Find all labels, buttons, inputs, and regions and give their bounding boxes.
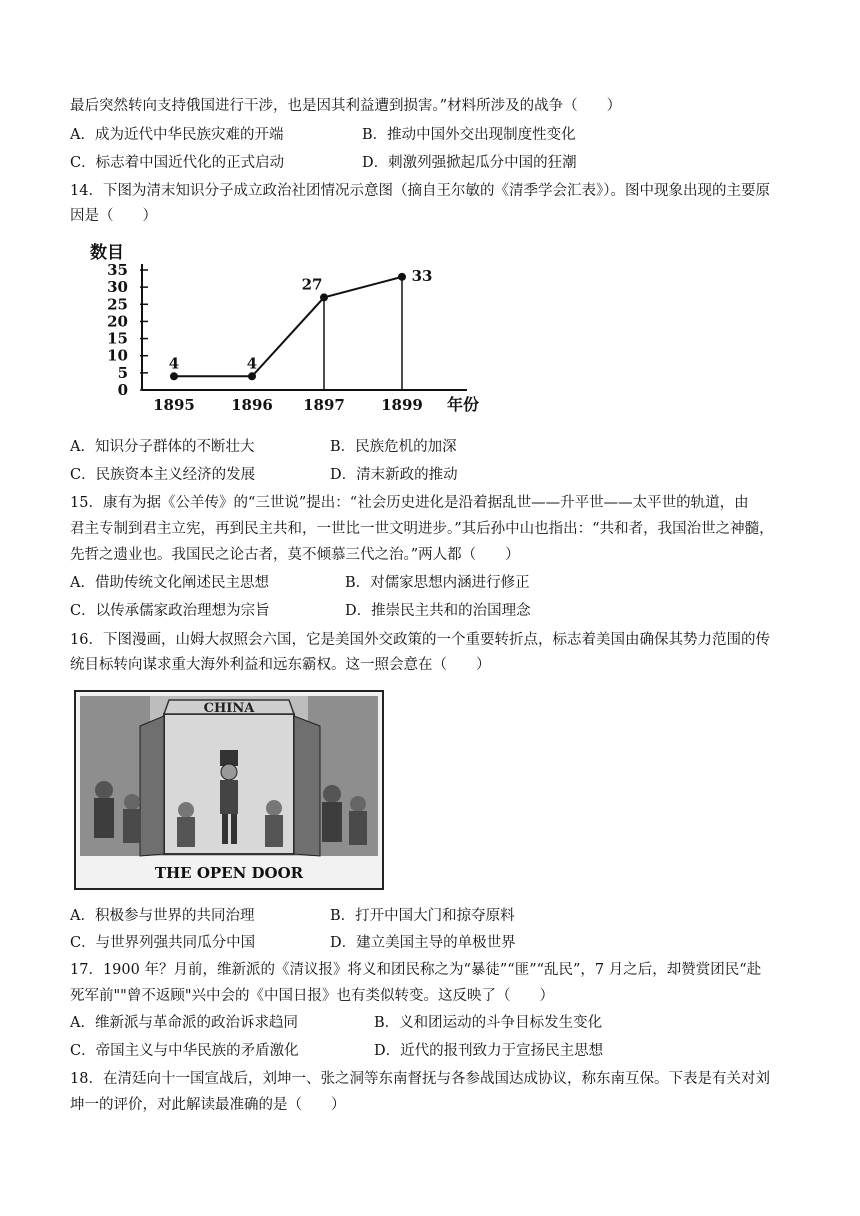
series-line	[174, 277, 402, 376]
data-label: 4	[246, 354, 258, 373]
y-tick-label: 20	[107, 312, 128, 331]
y-tick-label: 30	[107, 278, 128, 297]
open-door-cartoon	[74, 690, 384, 890]
cartoon-caption: THE OPEN DOOR	[154, 864, 304, 882]
q17-stem-line-1: 17．1900 年？月前，维新派的《清议报》将义和团民称之为“暴徒”“匪”“乱民”，7 月之后，却赞赏团民“赴	[70, 962, 762, 978]
q13-option-b[interactable]: B．推动中国外交出现制度性变化	[362, 127, 576, 143]
q15-stem-line-1: 15．康有为据《公羊传》的“三世说”提出：“社会历史进化是沿着据乱世——升平世——太平世的轨道，由	[70, 495, 749, 511]
q17-stem-line-2: 死军前""曾不返顾"兴中会的《中国日报》也有类似转变。这反映了（ ）	[70, 988, 555, 1004]
y-tick-label: 10	[107, 346, 128, 365]
q15-stem-line-3: 先哲之遗业也。我国民之论古者，莫不倾慕三代之治。”两人都（ ）	[70, 547, 520, 563]
q16-stem-line-2: 统目标转向谋求重大海外利益和远东霸权。这一照会意在（ ）	[70, 657, 491, 673]
q15-option-d[interactable]: D．推崇民主共和的治国理念	[345, 603, 531, 619]
x-tick-label: 1899	[381, 396, 423, 414]
y-tick-label: 0	[117, 381, 128, 399]
q18-stem-line-1: 18．在清廷向十一国宣战后，刘坤一、张之洞等东南督抚与各参战国达成协议，称东南互保。下表是有关对刘	[70, 1071, 770, 1087]
q17-option-d[interactable]: D．近代的报刊致力于宣扬民主思想	[374, 1043, 604, 1059]
x-axis-label: 年份	[447, 395, 480, 414]
data-point	[320, 293, 328, 301]
q16-option-d[interactable]: D．建立美国主导的单极世界	[330, 935, 516, 951]
q16-option-a[interactable]: A．积极参与世界的共同治理	[70, 908, 255, 924]
data-point	[248, 372, 256, 380]
q13-option-c[interactable]: C．标志着中国近代化的正式启动	[70, 155, 285, 171]
q14-option-d[interactable]: D．清末新政的推动	[330, 467, 458, 483]
y-tick-label: 25	[107, 295, 128, 314]
q14-option-c[interactable]: C．民族资本主义经济的发展	[70, 467, 256, 483]
q13-stem-tail: 最后突然转向支持俄国进行干涉，也是因其利益遭到损害。”材料所涉及的战争（ ）	[70, 98, 622, 114]
x-tick-label: 1895	[153, 396, 195, 414]
data-label: 27	[301, 275, 323, 294]
q17-option-b[interactable]: B．义和团运动的斗争目标发生变化	[374, 1015, 603, 1031]
q14-stem-line-2: 因是（ ）	[70, 208, 157, 224]
q15-option-b[interactable]: B．对儒家思想内涵进行修正	[345, 575, 530, 591]
q16-stem-line-1: 16．下图漫画，山姆大叔照会六国，它是美国外交政策的一个重要转折点，标志着美国由确保其势力范围的传	[70, 632, 770, 648]
x-tick-label: 1897	[303, 396, 345, 414]
q13-option-d[interactable]: D．刺激列强掀起瓜分中国的狂潮	[362, 155, 577, 171]
q16-option-c[interactable]: C．与世界列强共同瓜分中国	[70, 935, 256, 951]
q15-option-a[interactable]: A．借助传统文化阐述民主思想	[70, 575, 269, 591]
q13-option-a[interactable]: A．成为近代中华民族灾难的开端	[70, 127, 284, 143]
y-axis-label: 数目	[90, 243, 124, 263]
q17-option-a[interactable]: A．维新派与革命派的政治诉求趋同	[70, 1015, 298, 1031]
q14-stem-line-1: 14．下图为清末知识分子成立政治社团情况示意图（摘自王尔敏的《清季学会汇表》）。图中现象出现的主要原	[70, 183, 770, 199]
data-label: 33	[411, 266, 433, 285]
q15-stem-line-2: 君主专制到君主立宪，再到民主共和，一世比一世文明进步。”其后孙中山也指出：“共和者，我国治世之神髓，	[70, 521, 774, 537]
q14-option-b[interactable]: B．民族危机的加深	[330, 439, 457, 455]
society-count-chart	[72, 240, 492, 420]
y-tick-label: 35	[107, 261, 128, 279]
data-label: 4	[168, 354, 180, 373]
q18-stem-line-2: 坤一的评价，对此解读最准确的是（ ）	[70, 1097, 346, 1113]
y-tick-label: 5	[117, 363, 128, 382]
q17-option-c[interactable]: C．帝国主义与中华民族的矛盾激化	[70, 1043, 299, 1059]
data-point	[398, 273, 406, 281]
data-point	[170, 372, 178, 380]
x-tick-label: 1896	[231, 396, 273, 414]
q16-option-b[interactable]: B．打开中国大门和掠夺原料	[330, 908, 515, 924]
q15-option-c[interactable]: C．以传承儒家政治理想为宗旨	[70, 603, 270, 619]
q14-option-a[interactable]: A．知识分子群体的不断壮大	[70, 439, 255, 455]
cartoon-china-label: CHINA	[203, 701, 255, 716]
y-tick-label: 15	[107, 329, 128, 348]
